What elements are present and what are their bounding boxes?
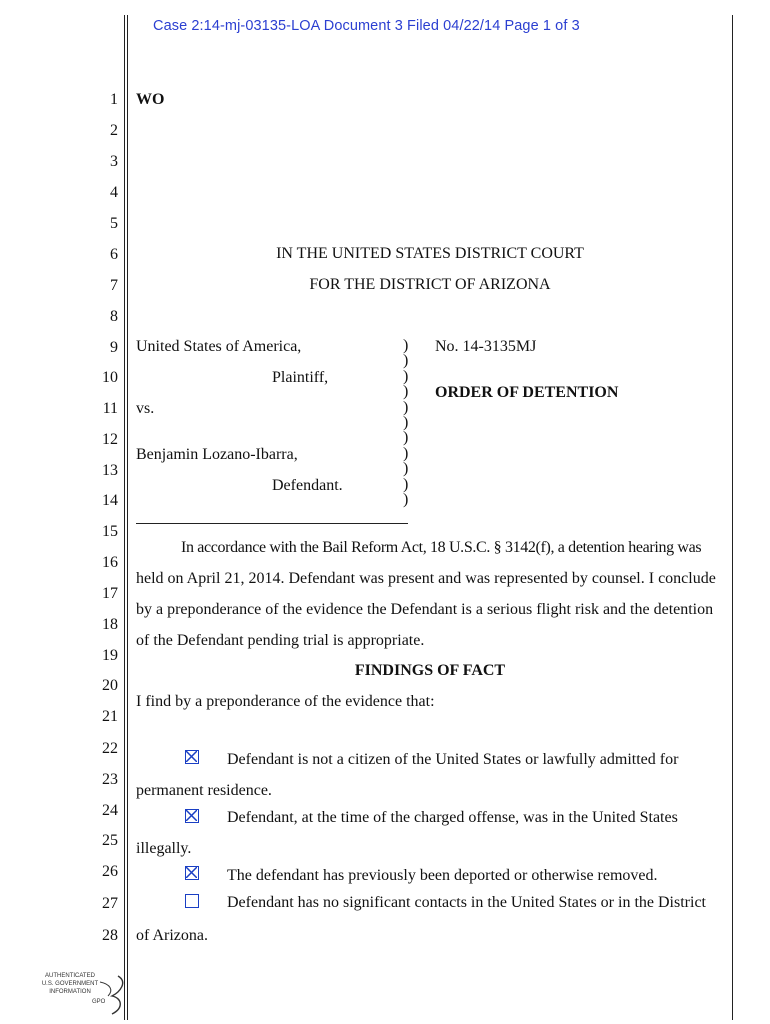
findings-intro: I find by a preponderance of the evidence that:: [136, 693, 435, 710]
line-number: 6: [110, 246, 118, 263]
caption-role-plaintiff: Plaintiff,: [272, 369, 329, 386]
line-number: 10: [102, 369, 118, 386]
line-number: 25: [102, 832, 118, 849]
right-margin-rule: [732, 15, 733, 1020]
caption-underline: [136, 523, 408, 524]
caption-parenthesis: ): [403, 475, 409, 493]
case-number: No. 14-3135MJ: [435, 338, 537, 355]
left-margin-rule-outer: [124, 15, 125, 1020]
wo-mark: WO: [136, 91, 165, 108]
svg-text:AUTHENTICATED: AUTHENTICATED: [45, 973, 95, 979]
document-title: ORDER OF DETENTION: [435, 384, 619, 401]
court-name: IN THE UNITED STATES DISTRICT COURT: [276, 245, 584, 262]
svg-text:INFORMATION: INFORMATION: [49, 989, 91, 995]
svg-text:GPO: GPO: [92, 999, 106, 1005]
finding-2-line-2: illegally.: [136, 840, 192, 857]
line-number: 17: [102, 585, 118, 602]
line-number: 1: [110, 91, 118, 108]
caption-role-defendant: Defendant.: [272, 477, 343, 494]
body-line-1: In accordance with the Bail Reform Act, 18 U.S.C. § 3142(f), a detention hearing was: [181, 539, 702, 556]
caption-parenthesis: ): [403, 352, 409, 370]
line-number: 12: [102, 431, 118, 448]
finding-4-line-1: Defendant has no significant contacts in the United States or in the District: [227, 894, 706, 911]
svg-text:U.S. GOVERNMENT: U.S. GOVERNMENT: [41, 981, 99, 987]
line-number: 27: [102, 895, 118, 912]
case-header: Case 2:14-mj-03135-LOA Document 3 Filed 04/22/14 Page 1 of 3: [153, 18, 580, 34]
court-district: FOR THE DISTRICT OF ARIZONA: [309, 276, 551, 293]
left-margin-rule-inner: [127, 15, 128, 1020]
caption-parenthesis: ): [403, 337, 409, 354]
line-number: 2: [110, 122, 118, 139]
line-number: 19: [102, 647, 118, 664]
finding-1-line-2: permanent residence.: [136, 782, 272, 799]
line-number: 4: [110, 184, 118, 201]
line-number: 14: [102, 492, 118, 509]
caption-vs: vs.: [136, 400, 155, 417]
line-number: 20: [102, 677, 118, 694]
caption-parenthesis: ): [403, 429, 409, 447]
gpo-authentication-seal: [30, 968, 130, 1018]
finding-3-line-1: The defendant has previously been deported or otherwise removed.: [227, 867, 658, 884]
line-number: 21: [102, 708, 118, 725]
body-line-3: by a preponderance of the evidence the Defendant is a serious flight risk and the detention: [136, 601, 714, 618]
line-number: 24: [102, 802, 118, 819]
body-line-2: held on April 21, 2014. Defendant was present and was represented by counsel. I conclude: [136, 570, 716, 587]
line-number: 15: [102, 523, 118, 540]
caption-parenthesis: ): [403, 398, 409, 416]
caption-parenthesis: ): [403, 491, 409, 508]
finding-2-checkbox[interactable]: [185, 809, 199, 823]
finding-1-line-1: Defendant is not a citizen of the United States or lawfully admitted for: [227, 751, 679, 768]
line-number: 22: [102, 740, 118, 757]
caption-parenthesis: ): [403, 367, 409, 385]
line-number: 23: [102, 771, 118, 788]
line-number: 28: [102, 927, 118, 944]
caption-parenthesis: ): [403, 414, 409, 431]
finding-1-checkbox[interactable]: [185, 750, 199, 764]
findings-heading: FINDINGS OF FACT: [354, 662, 506, 679]
finding-3-checkbox[interactable]: [185, 866, 199, 880]
line-number: 16: [102, 554, 118, 571]
line-number: 26: [102, 863, 118, 880]
body-line-4: of the Defendant pending trial is appropriate.: [136, 632, 425, 649]
caption-parenthesis: ): [403, 444, 409, 462]
finding-4-line-2: of Arizona.: [136, 927, 208, 944]
line-number: 11: [102, 400, 118, 417]
finding-2-line-1: Defendant, at the time of the charged offense, was in the United States: [227, 809, 678, 826]
line-number: 5: [110, 215, 118, 232]
line-number: 7: [110, 277, 118, 294]
caption-parenthesis: ): [403, 383, 409, 401]
caption-parenthesis: ): [403, 460, 409, 478]
line-number: 9: [110, 339, 118, 356]
line-number: 13: [102, 462, 118, 479]
caption-party-defendant: Benjamin Lozano-Ibarra,: [136, 446, 298, 463]
caption-party-plaintiff: United States of America,: [136, 338, 302, 355]
line-number: 3: [110, 153, 118, 170]
line-number: 18: [102, 616, 118, 633]
finding-4-checkbox[interactable]: [185, 894, 199, 908]
line-number: 8: [110, 308, 118, 325]
